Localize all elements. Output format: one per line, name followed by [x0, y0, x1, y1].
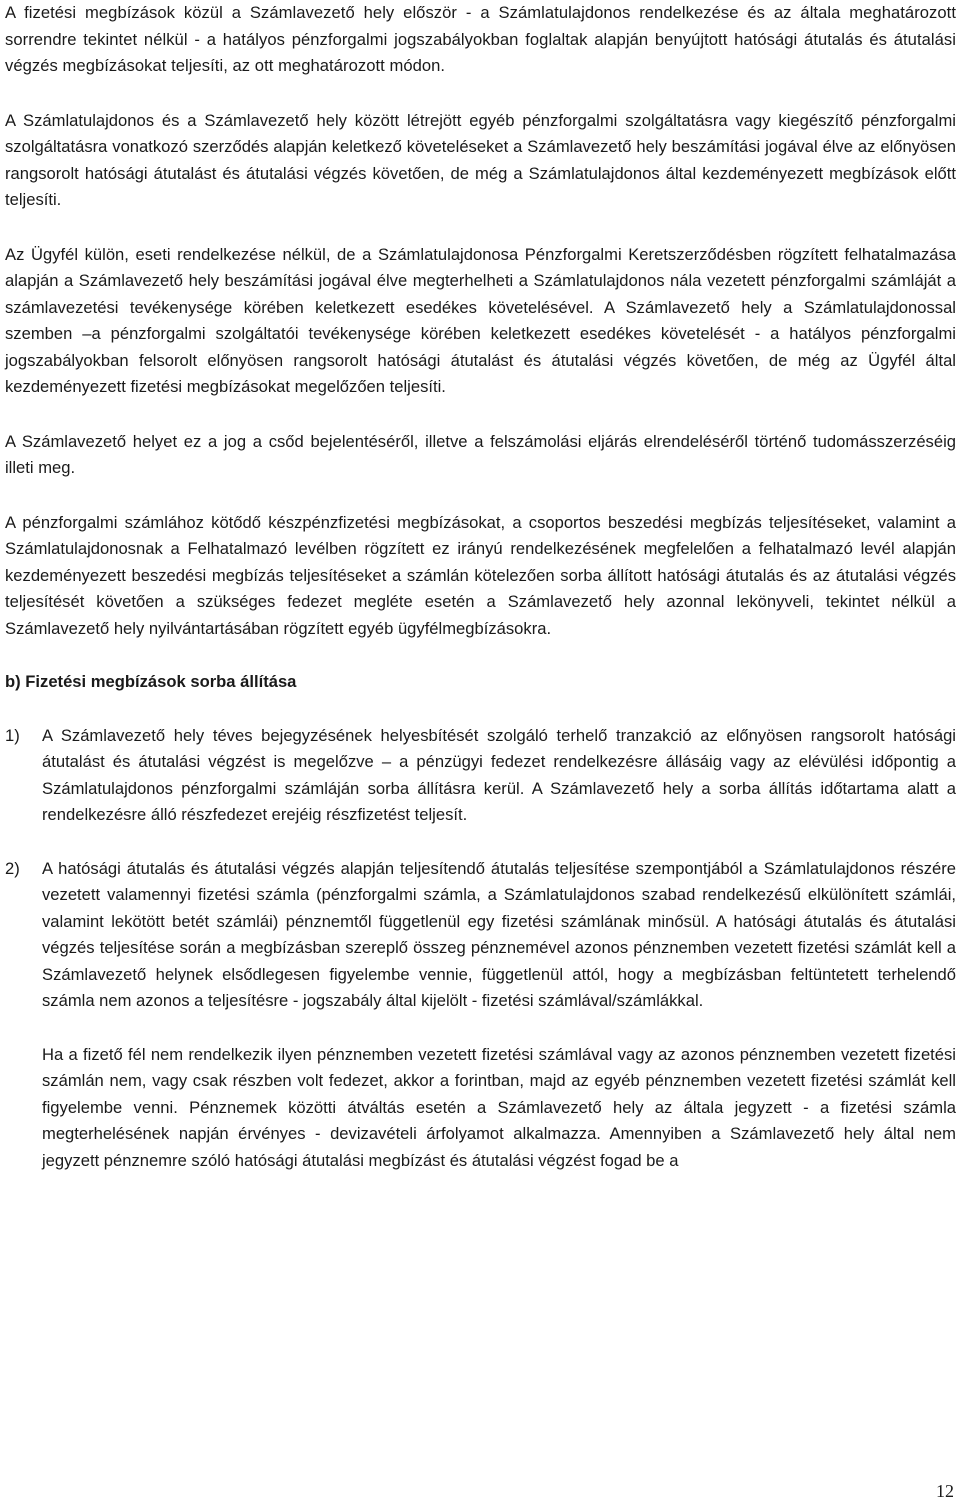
list-item-1: [5, 723, 956, 829]
paragraph-bankruptcy-right: A Számlavezető helyet ez a jog a csőd bejelentéséről, illetve a felszámolási eljárás elrendeléséről történő tudomásszerzéséig illeti meg.: [5, 431, 956, 477]
list-item-text: A Számlavezető hely téves bejegyzésének helyesbítését szolgáló terhelő tranzakció az előnyösen rangsorolt hatósági átutalást és átutalási végzést is megelőzve – a pénzügyi fedezet rendelkezésre állásáig vagy az elévülési időpontig a Számlatulajdonos pénzforgalmi számláján sorba állításra kerül. A Számlavezető hely a sorba állítás időtartama alatt a rendelkezésre álló részfedezet erejéig részfizetést teljesít.: [42, 725, 956, 824]
list-item-number: 2): [5, 858, 20, 878]
page-number: 12: [936, 1481, 954, 1501]
list-item-text: A hatósági átutalás és átutalási végzés alapján teljesítendő átutalás teljesítése szempontjából a Számlatulajdonos részére vezetett valamennyi fizetési számla (pénzforgalmi számla, a Számlatulajdonos szabad rendelkezésű elkülönített számlái, valamint lekötött betét számlái) pénznemtől függetlenül egy fizetési számlának minősül. A hatósági átutalás és átutalási végzés teljesítése során a megbízásban szereplő összeg pénznemével azonos pénznemben vezetett fizetési számlát kell a Számlavezető helynek elsődlegesen figyelembe vennie, függetlenül attól, hogy a megbízásban feltüntetett terhelendő számla nem azonos a teljesítésre - jogszabály által kijelölt - fizetési számlával/számlákkal.: [42, 858, 956, 1010]
paragraph-client-authorization: Az Ügyfél külön, eseti rendelkezése nélkül, de a Számlatulajdonosa Pénzforgalmi Keretszerződésben rögzített felhatalmazása alapján a Számlavezető hely beszámítási jogával élve megterhelheti a Számlatulajdonos nála vezetett pénzforgalmi számláját a számlavezetési tevékenysége körében keletkezett esedékes követelésével. A Számlavezető hely a Számlatulajdonossal szemben –a pénzforgalmi szolgáltatói tevékenysége körében keletkezett esedékes követelését - a hatályos pénzforgalmi jogszabályokban felsorolt előnyösen rangsorolt hatósági átutalást és átutalási végzés követően, de még az Ügyfél által kezdeményezett fizetési megbízásokat megelőzően teljesíti.: [5, 244, 956, 396]
document-page: [5, 0, 956, 1174]
section-heading: b) Fizetési megbízások sorba állítása: [5, 672, 297, 691]
paragraph-priority-rules: A fizetési megbízások közül a Számlavezető hely először - a Számlatulajdonos rendelkezése és az általa meghatározott sorrendre tekintet nélkül - a hatályos pénzforgalmi jogszabályokban foglaltak alapján benyújtott hatósági átutalás és átutalási végzés megbízásokat teljesíti, az ott meghatározott módon.: [5, 3, 956, 75]
list-item-2: [5, 856, 956, 1015]
paragraph-cash-orders: A pénzforgalmi számlához kötődő készpénzfizetési megbízásokat, a csoportos beszedési megbízás teljesítéseket, valamint a Számlatulajdonosnak a Felhatalmazó levélben rögzített ez irányú rendelkezésének megfelelően a felhatalmazó levél alapján kezdeményezett beszedési megbízás teljesítéseket a számlán kötelezően sorba állított hatósági átutalás és az átutalási végzés teljesítését követően a szükséges fedezet megléte esetén a Számlavezető hely azonnal lekönyveli, tekintet nélkül a Számlavezető hely nyilvántartásában rögzített egyéb ügyfélmegbízásokra.: [5, 512, 956, 638]
paragraph-set-off-claims: A Számlatulajdonos és a Számlavezető hely között létrejött egyéb pénzforgalmi szolgáltatásra vagy kiegészítő pénzforgalmi szolgáltatásra vonatkozó szerződés alapján keletkező követeléseket a Számlavezető hely beszámítási jogával élve az előnyösen rangsorolt hatósági átutalást és átutalási végzés követően, de még a Számlatulajdonos által kezdeményezett megbízások előtt teljesíti.: [5, 110, 956, 209]
list-item-number: 1): [5, 725, 20, 745]
list-item-2-continuation: Ha a fizető fél nem rendelkezik ilyen pénznemben vezetett fizetési számlával vagy az azonos pénznemben vezetett fizetési számlán nem, vagy csak részben volt fedezet, akkor a forintban, majd az egyéb pénznemben vezetett fizetési számlát kell figyelembe venni. Pénznemek közötti átváltás esetén a Számlavezető hely az általa jegyzett - a fizetési számla megterhelésének napján érvényes - devizavételi árfolyamot alkalmazza. Amennyiben a Számlavezető hely által nem jegyzett pénznemre szóló hatósági átutalási megbízást és átutalási végzést fogad be a: [42, 1044, 956, 1170]
